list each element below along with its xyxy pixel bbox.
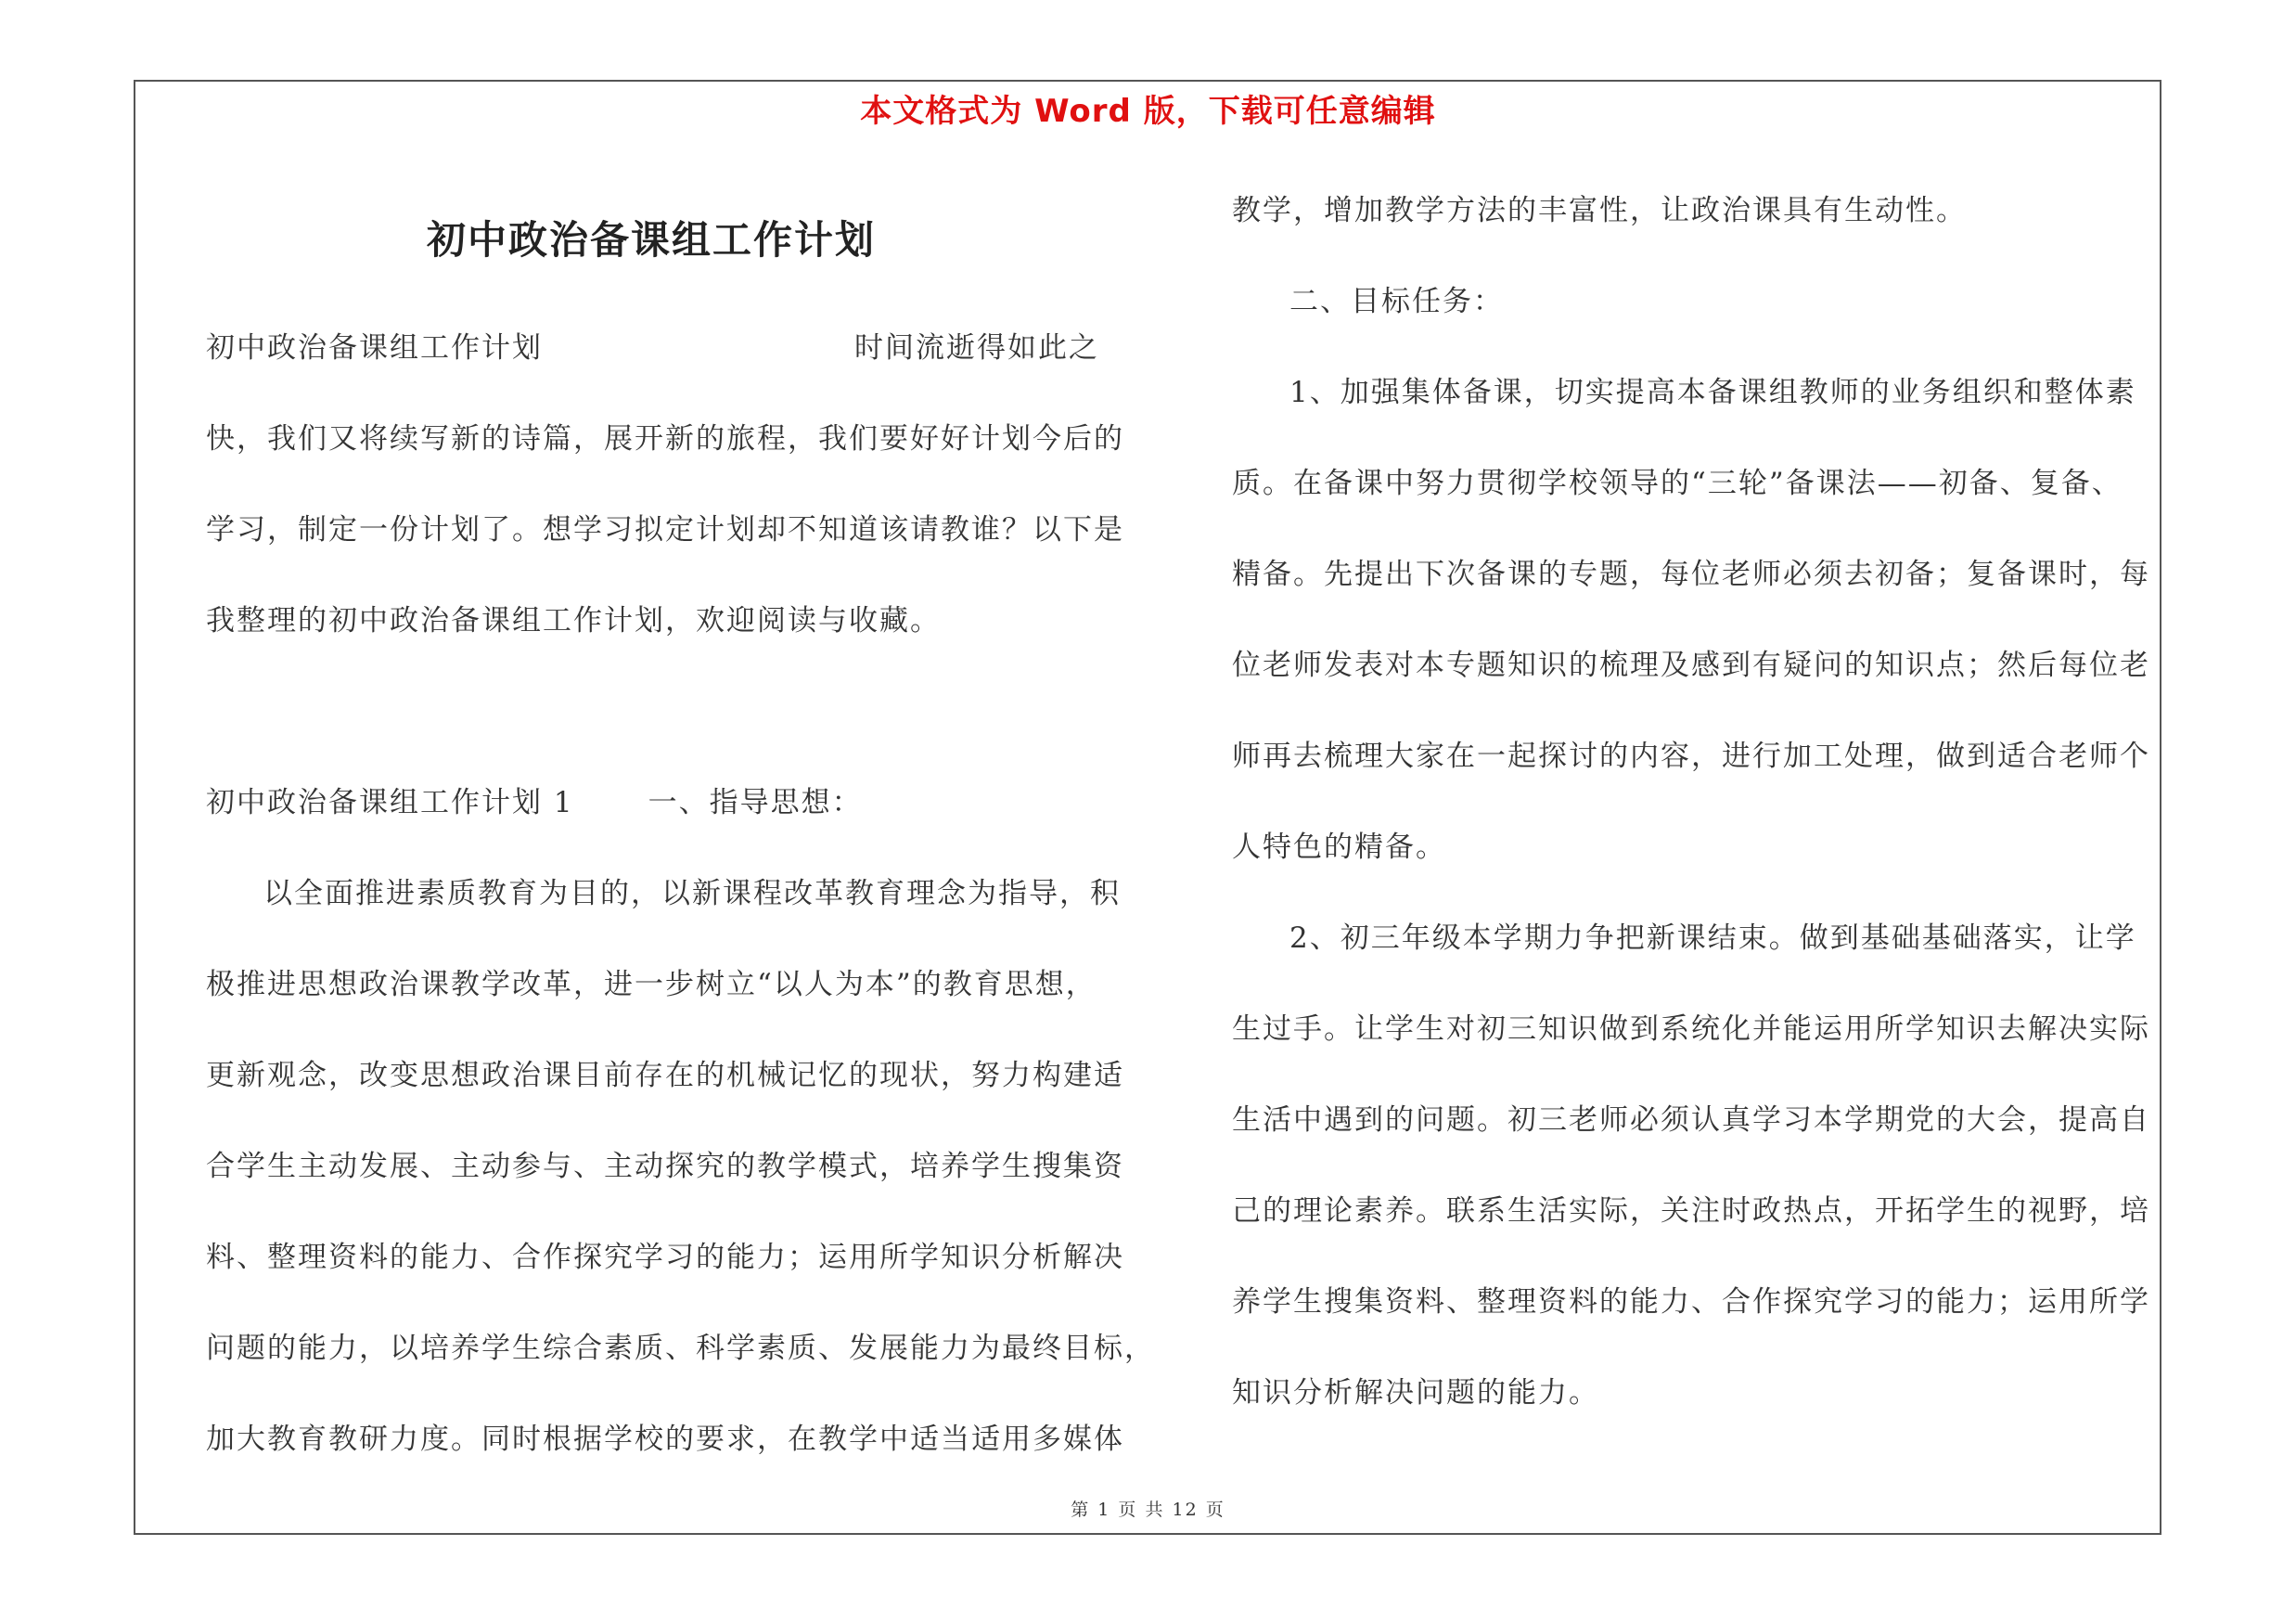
paragraph-line: 知识分析解决问题的能力。 (1232, 1376, 1599, 1410)
paragraph-line (206, 303, 1099, 393)
paragraph-line: 合学生主动发展、主动参与、主动探究的教学模式，培养学生搜集资 (206, 1150, 1124, 1183)
paragraph-line: 2、初三年级本学期力争把新课结束。做到基础基础落实，让学 (1289, 921, 2136, 955)
guiding-thought-heading: 一、指导思想： (648, 786, 863, 819)
paragraph-line: 位老师发表对本专题知识的梳理及感到有疑问的知识点；然后每位老 (1232, 649, 2150, 682)
paragraph-line: 1、加强集体备课，切实提高本备课组教师的业务组织和整体素 (1289, 376, 2136, 409)
paragraph-line: 人特色的精备。 (1232, 831, 1446, 864)
paragraph-line: 精备。先提出下次备课的专题，每位老师必须去初备；复备课时，每 (1232, 558, 2150, 591)
paragraph-line: 生过手。让学生对初三知识做到系统化并能运用所学知识去解决实际 (1232, 1012, 2150, 1046)
paragraph-line: 加大教育教研力度。同时根据学校的要求，在教学中适当适用多媒体 (206, 1423, 1124, 1456)
paragraph-line: 质。在备课中努力贯彻学校领导的“三轮”备课法——初备、复备、 (1232, 467, 2123, 500)
page-number: 第 1 页 共 12 页 (1071, 1500, 1225, 1520)
paragraph-line: 学习，制定一份计划了。想学习拟定计划却不知道该请教谁？以下是 (206, 513, 1124, 547)
paragraph-line: 生活中遇到的问题。初三老师必须认真学习本学期党的大会，提高自 (1232, 1103, 2150, 1137)
paragraph-line: 己的理论素养。联系生活实际，关注时政热点，开拓学生的视野，培 (1232, 1194, 2150, 1228)
goals-heading: 二、目标任务： (1289, 285, 1504, 318)
paragraph-line: 料、整理资料的能力、合作探究学习的能力；运用所学知识分析解决 (206, 1241, 1124, 1274)
plan-heading: 初中政治备课组工作计划 1 (206, 786, 574, 819)
paragraph-line: 养学生搜集资料、整理资料的能力、合作探究学习的能力；运用所学 (1232, 1285, 2150, 1319)
paragraph-line: 快，我们又将续写新的诗篇，展开新的旅程，我们要好好计划今后的 (206, 422, 1124, 456)
word-format-banner: 本文格式为 Word 版，下载可任意编辑 (860, 93, 1436, 130)
paragraph-line: 我整理的初中政治备课组工作计划，欢迎阅读与收藏。 (206, 604, 941, 638)
paragraph-line: 师再去梳理大家在一起探讨的内容，进行加工处理，做到适合老师个 (1232, 740, 2150, 773)
paragraph-line: 教学，增加教学方法的丰富性，让政治课具有生动性。 (1232, 194, 1967, 227)
paragraph-line: 极推进思想政治课教学改革，进一步树立“以人为本”的教育思想， (206, 968, 1097, 1001)
intro-heading: 初中政治备课组工作计划 (206, 331, 543, 365)
paragraph-line: 以全面推进素质教育为目的，以新课程改革教育理念为指导，积 (263, 877, 1121, 910)
intro-text: 时间流逝得如此之 (854, 331, 1099, 365)
paragraph-line: 问题的能力，以培养学生综合素质、科学素质、发展能力为最终目标， (206, 1332, 1155, 1365)
section-heading-line (206, 757, 863, 848)
document-title: 初中政治备课组工作计划 (426, 217, 876, 263)
paragraph-line: 更新观念，改变思想政治课目前存在的机械记忆的现状，努力构建适 (206, 1059, 1124, 1092)
